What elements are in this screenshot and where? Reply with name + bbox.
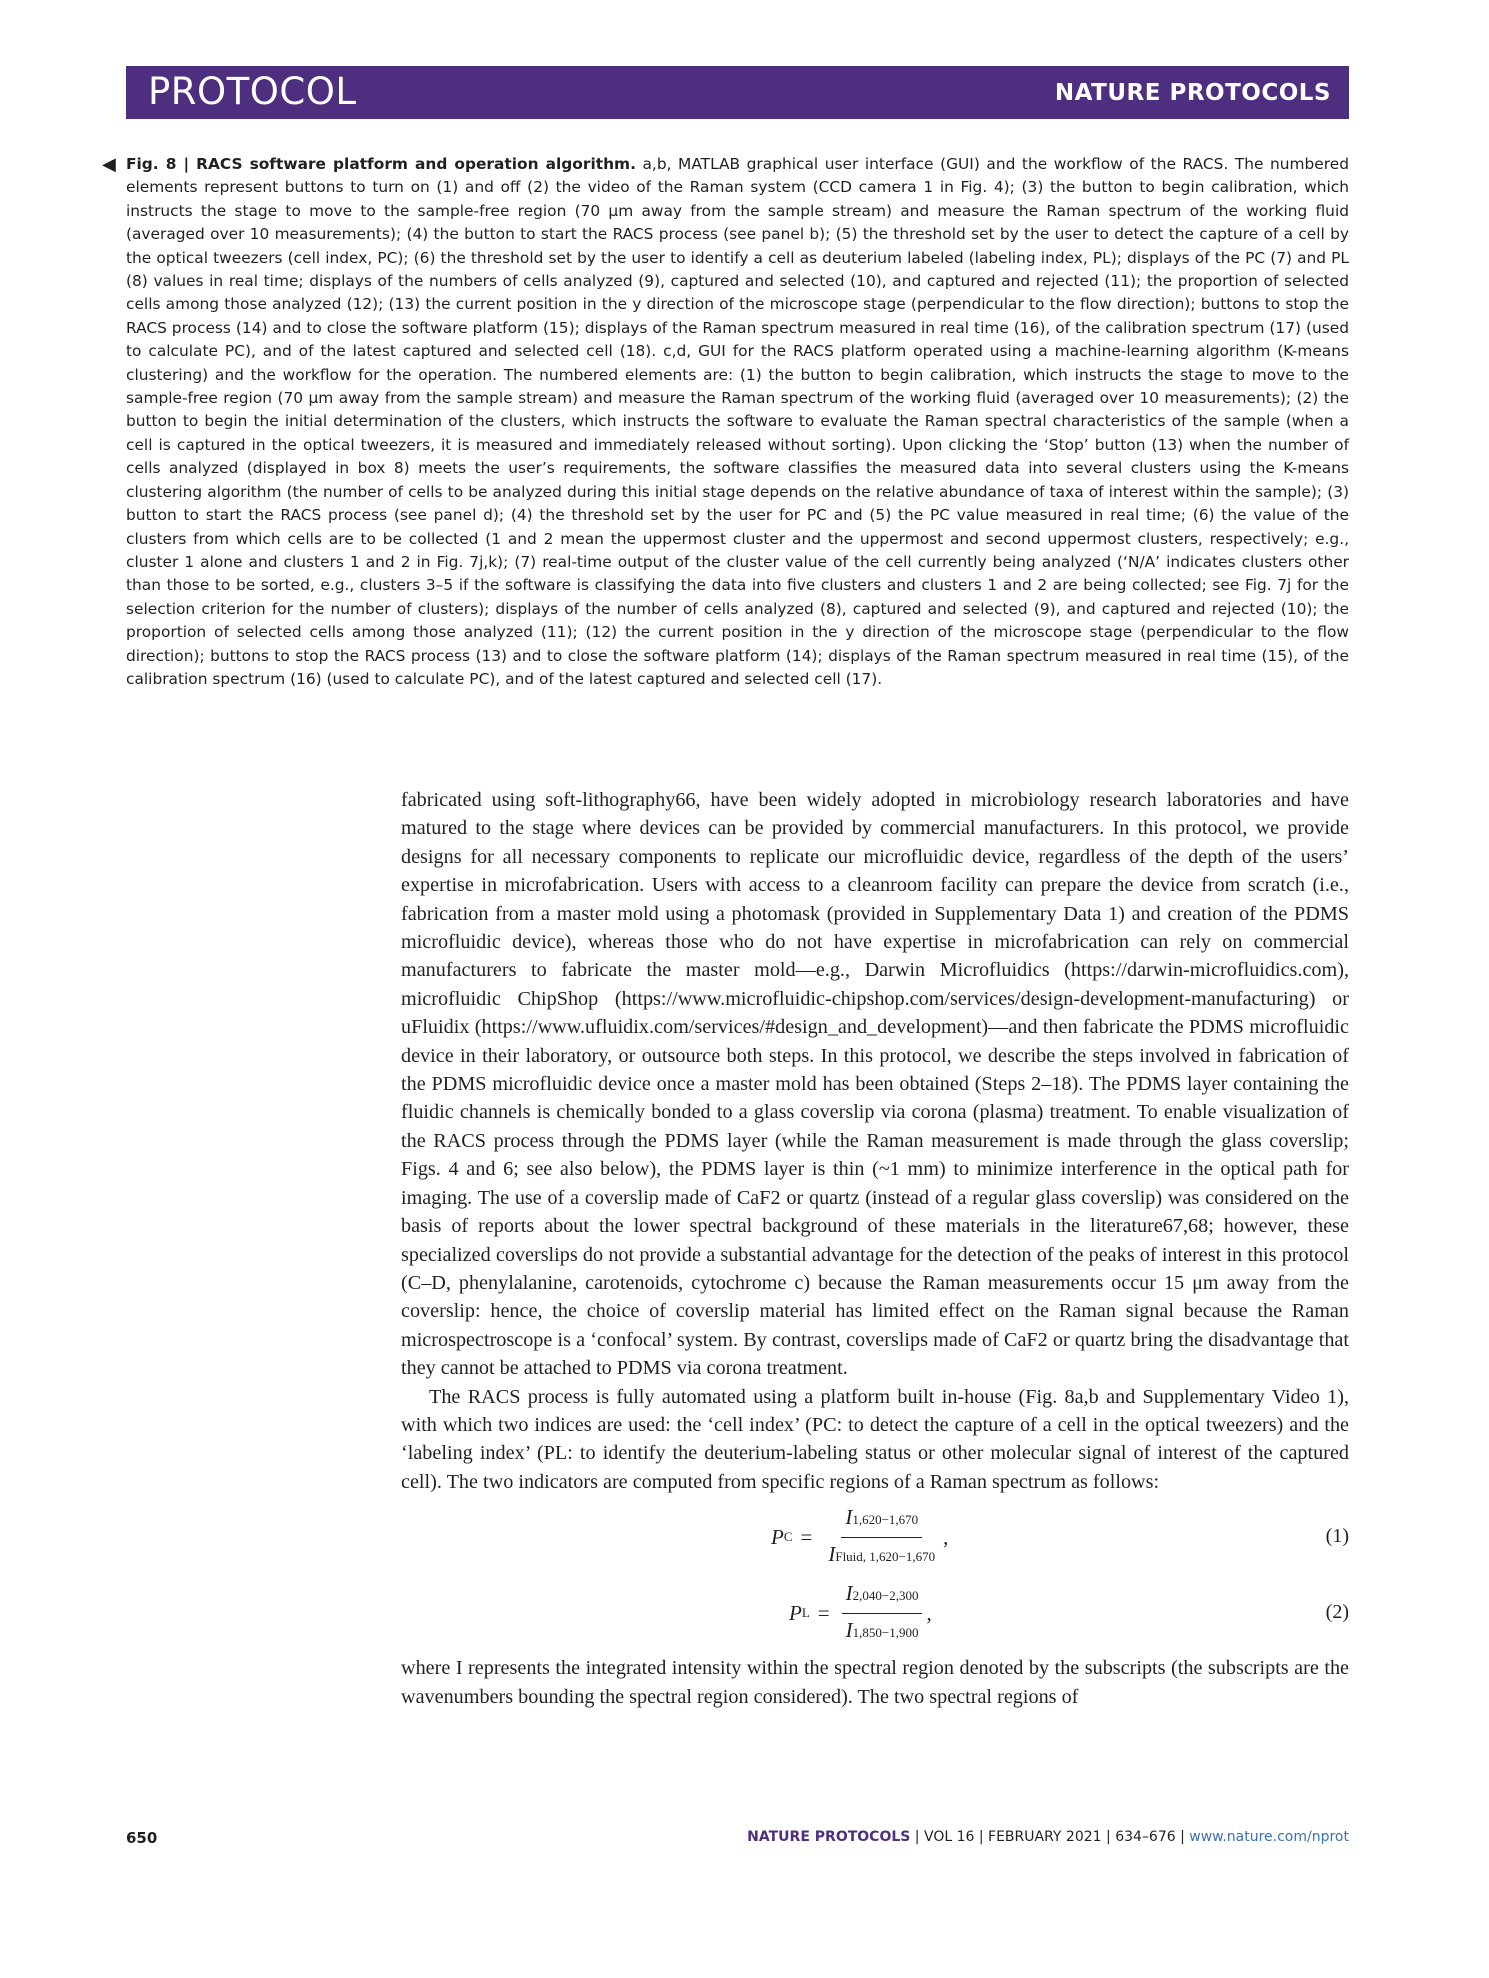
eq2-lhs-sub: L bbox=[801, 1604, 810, 1620]
eq2-num-sub: 2,040−2,300 bbox=[852, 1588, 919, 1604]
paragraph-1: fabricated using soft-lithography66, have been widely adopted in microbiology research laboratories and have matured to the stage where devices can be provided by commercial manufacturers. In this protocol, we provide designs for all necessary components to replicate our microfluidic device, regardless of the depth of the users’ expertise in microfabrication. Users with access to a cleanroom facility can prepare the device from scratch (i.e., fabrication from a master mold using a photomask (provided in Supplementary Data 1) and creation of the PDMS microfluidic device), whereas those who do not have expertise in microfabrication can rely on commercial manufacturers to fabricate the master mold—e.g., Darwin Microfluidics (https://darwin-microfluidics.com), microfluidic ChipShop (https://www.microfluidic-chipshop.com/services/design-development-manufacturing) or uFluidix (https://www.ufluidix.com/services/#design_and_development)—and then fabricate the PDMS microfluidic device in their laboratory, or outsource both steps. In this protocol, we describe the steps involved in fabrication of the PDMS microfluidic device once a master mold has been obtained (Steps 2–18). The PDMS layer containing the fluidic channels is chemically bonded to a glass coverslip via corona (plasma) treatment. To enable visualization of the RACS process through the PDMS layer (while the Raman measurement is made through the glass coverslip; Figs. 4 and 6; see also below), the PDMS layer is thin (~1 mm) to minimize interference in the optical path for imaging. The use of a coverslip made of CaF2 or quartz (instead of a regular glass coverslip) was considered on the basis of reports about the lower spectral background of these materials in the literature67,68; however, these specialized coverslips do not provide a substantial advantage for the detection of the peaks of interest in this protocol (C–D, phenylalanine, carotenoids, cytochrome c) because the Raman measurements occur 15 μm away from the coverslip: hence, the choice of coverslip material has limited effect on the Raman signal because the Raman microspectroscope is a ‘confocal’ system. By contrast, coverslips made of CaF2 or quartz bring the disadvantage that they cannot be attached to PDMS via corona treatment. bbox=[401, 789, 1349, 1380]
eq1-den-sub: Fluid, 1,620−1,670 bbox=[835, 1548, 936, 1564]
eq1-number: (1) bbox=[1325, 1525, 1349, 1548]
caption-label: Fig. 8 | RACS software platform and operation algorithm. bbox=[126, 155, 636, 173]
paragraph-2: The RACS process is fully automated using a platform built in-house (Fig. 8a,b and Supplementary Video 1), with which two indices are used: the ‘cell index’ (PC: to detect the capture of a cell in the optical tweezers) and the ‘labeling index’ (PL: to identify the deuterium-labeling status or other molecular signal of interest of the captured cell). The two indicators are computed from specific regions of a Raman spectrum as follows: bbox=[401, 1385, 1349, 1493]
equation-1: P C = $\frac{I1,620-1,670}{\text{IFluid, 1,620−1,670}}$ , (1) bbox=[401, 1502, 1349, 1572]
eq1-lhs-sub: C bbox=[783, 1528, 793, 1544]
header-banner bbox=[126, 66, 1349, 119]
footer-url[interactable]: www.nature.com/nprot bbox=[1189, 1829, 1349, 1845]
section-label: PROTOCOL bbox=[148, 70, 357, 113]
equation-2: P L = $\frac{I2,040-2,300}{I1,850-1,900}$ , (2) bbox=[401, 1578, 1349, 1648]
footer-month: FEBRUARY 2021 bbox=[988, 1829, 1102, 1845]
paragraph-3: where I represents the integrated intensity within the spectral region denoted by the subscripts (the subscripts are the wavenumbers bounding the spectral region considered). The two spectral regions of bbox=[401, 1657, 1349, 1708]
footer-pages: 634–676 bbox=[1115, 1829, 1176, 1845]
eq2-lhs: P bbox=[789, 1600, 802, 1625]
page-number: 650 bbox=[126, 1829, 158, 1847]
eq2-number: (2) bbox=[1325, 1601, 1349, 1624]
figure-caption bbox=[102, 153, 1349, 691]
eq1-num-sub: 1,620−1,670 bbox=[852, 1512, 919, 1528]
eq2-fraction: $\frac{I2,040-2,300}{I1,850-1,900}$ bbox=[842, 1579, 923, 1647]
eq1-fraction: $\frac{I1,620-1,670}{\text{IFluid, 1,620−1,670}}$ bbox=[828, 1505, 936, 1566]
caption-text: a,b, MATLAB graphical user interface (GUI) and the workflow of the RACS. The numbered elements represent buttons to turn on (1) and off (2) the video of the Raman system (CCD camera 1 in Fig. 4); (3) the button to begin calibration, which instructs the stage to move to the sample-free region (70 μm away from the sample stream) and measure the Raman spectrum of the working fluid (averaged over 10 measurements); (4) the button to start the RACS process (see panel b); (5) the threshold set by the user to detect the capture of a cell by the optical tweezers (cell index, PC); (6) the threshold set by the user to identify a cell as deuterium labeled (labeling index, PL); displays of the PC (7) and PL (8) values in real time; displays of the numbers of cells analyzed (9), captured and selected (10), and captured and rejected (11); the proportion of selected cells among those analyzed (12); (13) the current position in the y direction of the microscope stage (perpendicular to the flow direction); buttons to stop the RACS process (14) and to close the software platform (15); displays of the Raman spectrum measured in real time (16), of the calibration spectrum (17) (used to calculate PC), and of the latest captured and selected cell (18). c,d, GUI for the RACS platform operated using a machine-learning algorithm (K-means clustering) and the workflow for the operation. The numbered elements are: (1) the button to begin calibration, which instructs the stage to move to the sample-free region (70 μm away from the sample stream) and measure the Raman spectrum of the working fluid (averaged over 10 measurements); (2) the button to begin the initial determination of the clusters, which instructs the software to evaluate the Raman spectral characteristics of the sample (when a cell is captured in the optical tweezers, it is measured and immediately released without sorting). Upon clicking the ‘Stop’ button (13) when the number of cells analyzed (displayed in box 8) meets the user’s requirements, the software classifies the measured data into several clusters using the K-means clustering algorithm (the number of cells to be analyzed during this initial stage depends on the relative abundance of taxa of interest within the sample); (3) button to start the RACS process (see panel d); (4) the threshold set by the user for PC and (5) the PC value measured in real time; (6) the value of the clusters from which cells are to be collected (1 and 2 mean the uppermost cluster and the uppermost and second uppermost clusters, respectively; e.g., cluster 1 alone and clusters 1 and 2 in Fig. 7j,k); (7) real-time output of the cluster value of the cell currently being analyzed (‘N/A’ indicates clusters other than those to be sorted, e.g., clusters 3–5 if the software is classifying the data into five clusters and clusters 1 and 2 are being collected; see Fig. 7j for the selection criterion for the number of clusters); displays of the number of cells analyzed (8), captured and selected (9), and captured and rejected (10); the proportion of selected cells among those analyzed (11); (12) the current position in the y direction of the microscope stage (perpendicular to the flow direction); buttons to stop the RACS process (13) and to close the software platform (14); displays of the Raman spectrum measured in real time (15), of the calibration spectrum (16) (used to calculate PC), and of the latest captured and selected cell (17). bbox=[126, 155, 1349, 688]
footer-volume: VOL 16 bbox=[923, 1829, 975, 1845]
eq2-den-sub: 1,850−1,900 bbox=[852, 1624, 919, 1640]
eq1-lhs: P bbox=[771, 1524, 784, 1549]
main-text bbox=[401, 786, 1349, 1711]
caption-arrow-icon: ◀ bbox=[102, 154, 116, 175]
footer-citation: NATURE PROTOCOLS | VOL 16 | FEBRUARY 2021 | 634–676 | www.nature.com/nprot bbox=[747, 1829, 1349, 1845]
footer-journal-name: NATURE PROTOCOLS bbox=[747, 1829, 911, 1845]
journal-label: NATURE PROTOCOLS bbox=[1054, 80, 1331, 106]
